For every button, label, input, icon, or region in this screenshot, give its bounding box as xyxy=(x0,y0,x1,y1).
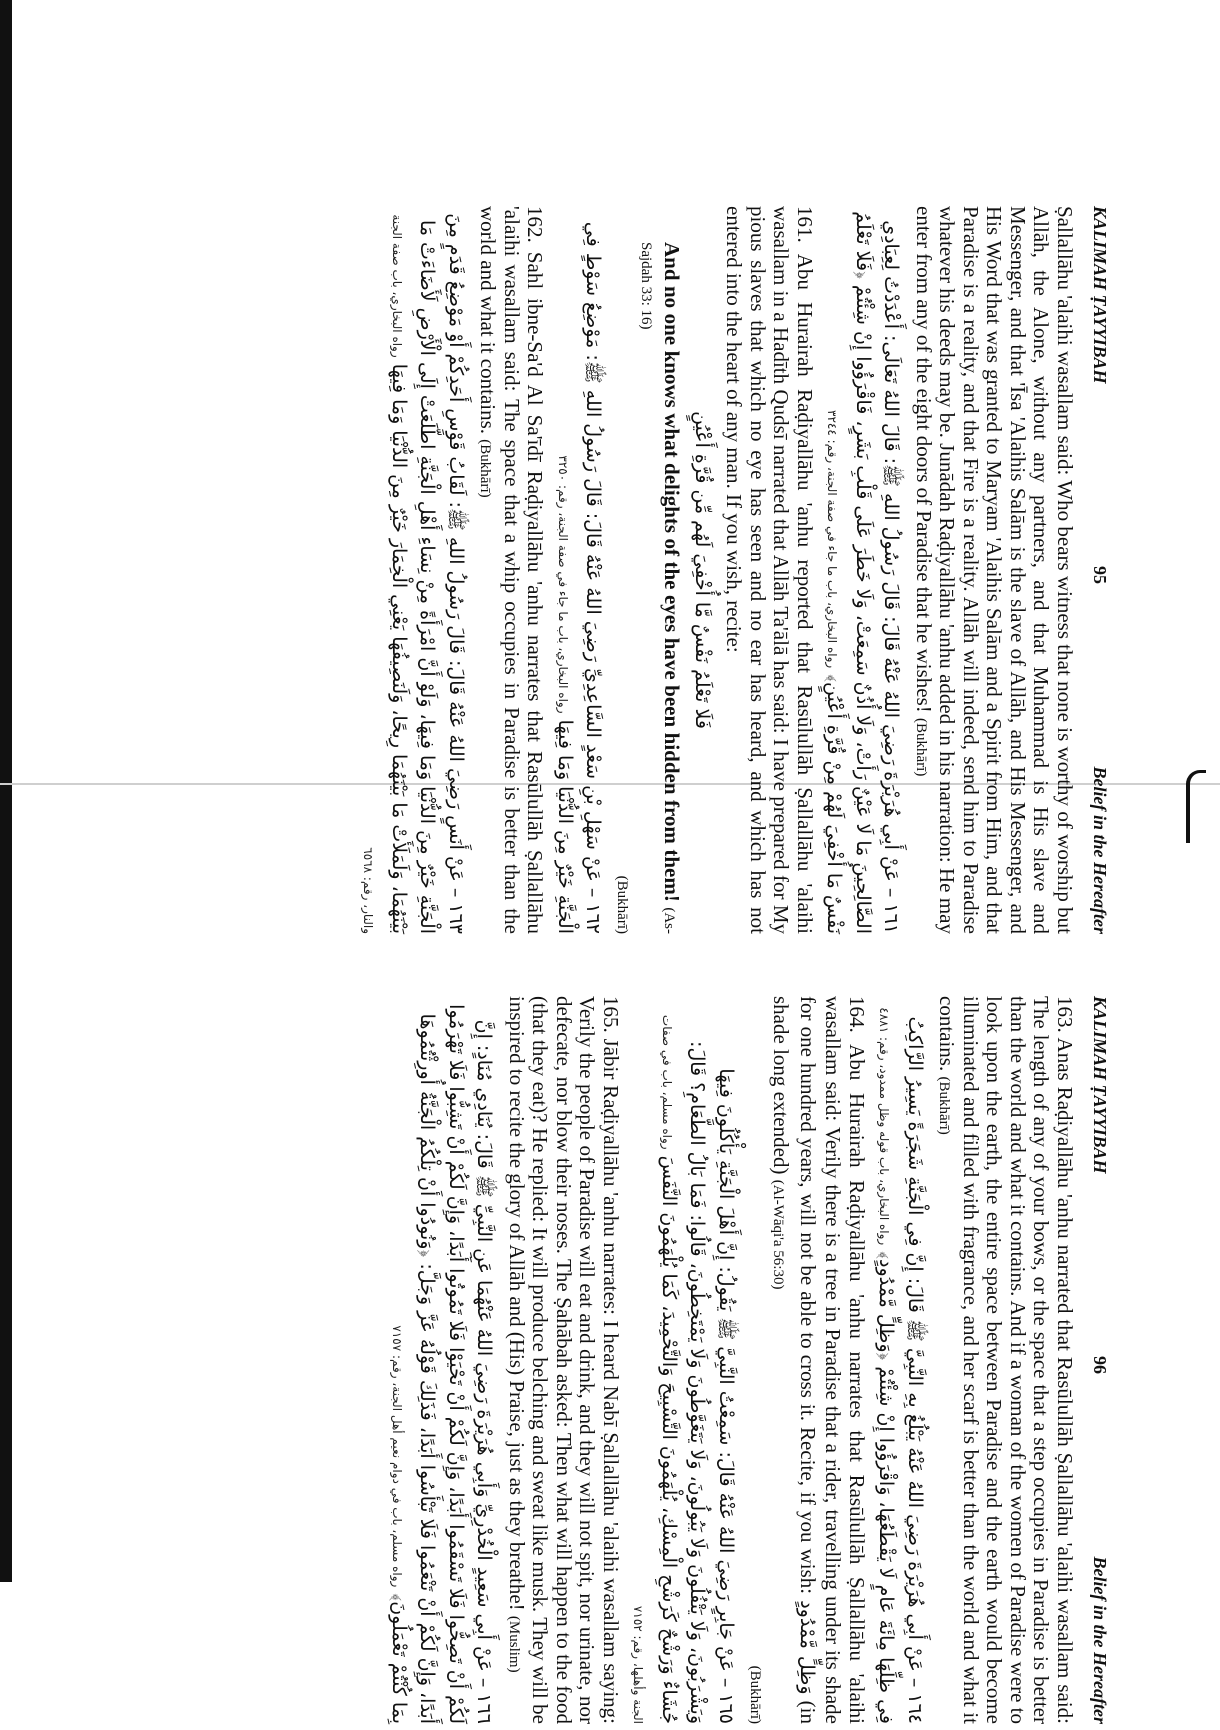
hadith-160-continuation xyxy=(911,206,1076,934)
page-fold-curve xyxy=(1186,770,1206,843)
hadith-162-source: (Bukhārī) xyxy=(477,439,494,498)
hadith-161-quran xyxy=(636,206,683,934)
hadith-161-arabic xyxy=(820,206,906,934)
hadith-164-arabic-source: رواه البخاري، باب قوله وظل ممدود، رقم: ٤٨٨١ xyxy=(877,1007,892,1246)
hadith-165-arabic-source: رواه مسلم، باب في صفات الجنة وأهلها، رقم: ٧١٥٢ xyxy=(631,1014,674,1724)
page-96 xyxy=(30,990,1110,1730)
hadith-165-text: 165. Jābir Raḍiyallāhu 'anhu narrates: I heard Nabī Ṣallallāhu 'alaihi wasallam saying: Verily the people of Paradise will eat and drink, and they will not spit, nor urinate, nor defecate, nor blow their noses. The Ṣahābah asked: Then what will happen to the food (that they eat)? He replied: It will produce belching and sweat like musk. They will be inspired to recite the glory of Allāh and (His) Praise, just as they breathe! xyxy=(504,996,623,1724)
hadith-162-arabic xyxy=(550,206,607,934)
header-chapter-title: Belief in the Hereafter xyxy=(1090,1556,1110,1724)
hadith-165-translation xyxy=(504,996,622,1724)
hadith-166-arabic-source: رواه مسلم، باب في دوام نعيم أهل الجنة، رقم: ٧١٥٧ xyxy=(389,1325,404,1588)
hadith-164-quran-arabic: وَظِلٍّ مَّمْدُودٍ xyxy=(795,1600,818,1695)
hadith-162-arabic-text: ١٦٢ – عَنْ سَهْلِ بْنِ سَعْدٍ السَّاعِدِيِّ رَضِيَ اللهُ عَنْهُ قَالَ: قَالَ رَسُولُ اللهِ ﷺ: مَوْضِعُ سَوْطٍ فِي الْجَنَّةِ خَيْرٌ مِنَ الدُّنْيَا وَمَا فِيهَا xyxy=(553,221,605,934)
hadith-162-arabic-source: رواه البخاري، باب ما جاء في صفة الجنة، رقم: ٣٢٥٠ xyxy=(555,455,570,714)
book-binding-edge xyxy=(0,0,12,1582)
page-95 xyxy=(30,200,1110,940)
hadith-160-text: Ṣallallāhu 'alaihi wasallam said: Who bears witness that none is worthy of worship but Allāh, the Alone, without any partners, and that Muhammad is His slave and Messenger, and that 'Īsa 'Alaihis Salām is the slave of Allāh, and His Messenger, and His Word that was granted to Maryam 'Alaihis Salām and a Spirit from Him, and that Paradise is a reality, and that Fire is a reality. Allāh will indeed, send him to Paradise whatever his deeds may be. Junādah Raḍiyallāhu 'anhu added in his narration: He may enter from any of the eight doors of Paradise that he wishes! xyxy=(911,206,1077,934)
hadith-163-arabic-source: رواه البخاري، باب صفة الجنة والنار، رقم: ٦٥٦٨ xyxy=(361,214,404,934)
running-head xyxy=(1090,206,1110,934)
hadith-162-translation xyxy=(476,206,547,934)
hadith-161-translation: 161. Abu Hurairah Raḍiyallāhu 'anhu reported that Rasūlullāh Ṣallallāhu 'alaihi wasallam in a Hadīth Qudsī narrated that Allāh Ta'ālā has said: I have prepared for My pious slaves that which no eye has seen and no ear has heard, and which has not entered into the heart of any man. If you wish, recite: xyxy=(722,206,817,934)
header-book-title: KALIMAH ṬAYYIBAH xyxy=(1090,206,1110,384)
hadith-164-arabic xyxy=(872,996,929,1724)
hadith-163-text: 163. Anas Raḍiyallāhu 'anhu narrated that Rasūlullāh Ṣallallāhu 'alaihi wasallam said: The length of any of your bows, or the space that a step occupies in Paradise is better than the world and what it contains. And if a woman of the women of Paradise were to look upon the earth, the entire space between Paradise and the earth would become illuminated and filled with fragrance, and her scarf is better than the world and what it contains. xyxy=(935,996,1077,1724)
hadith-163-translation xyxy=(935,996,1076,1724)
hadith-163-arabic xyxy=(356,206,470,934)
hadith-165-arabic xyxy=(626,996,740,1724)
hadith-164-translation xyxy=(769,996,868,1724)
hadith-161-arabic-text: ١٦١ – عَنْ أَبِي هُرَيْرَةَ رَضِيَ اللهُ عَنْهُ قَالَ: قَالَ رَسُولُ اللهِ ﷺ: قَالَ اللهُ تَعَالَى: أَعْدَدْتُ لِعِبَادِي الصَّالِحِينَ مَا لَا عَيْنٌ رَأَتْ، وَلَا أُذُنٌ سَمِعَتْ، وَلَا خَطَرَ عَلَى قَلْبِ بَشَرٍ، فَاقْرَؤُوا إِنْ شِئْتُمْ ﴿فَلَا تَعْلَمُ نَفْسٌ مَا أُخْفِيَ لَهُمْ مِنْ قُرَّةِ أَعْيُنٍ﴾ xyxy=(823,211,903,934)
page-number: 95 xyxy=(1090,566,1110,585)
hadith-162-text: 162. Sahl ibne-Sa'd Al Sa'īdī Raḍiyallāhu 'anhu narrates that Rasūlullāh Ṣallallāhu 'alaihi wasallam said: The space that a whip occupies in Paradise is better than the world and what it contains. xyxy=(476,206,548,934)
hadith-164-source: (Bukhārī) xyxy=(746,1665,763,1724)
hadith-161-arabic-source: رواه البخاري، باب ما جاء في صفة الجنة، رقم: ٣٢٤٤ xyxy=(825,410,840,669)
hadith-164-text: 164. Abu Hurairah Raḍiyallāhu 'anhu narrates that Rasūlullāh Ṣallallāhu 'alaihi wasallam said: Verily there is a tree in Paradise that a rider, travelling under its shade for one hundred years, will not be able to cross it. Recite, if you wish: xyxy=(795,996,869,1724)
hadith-164-quran-ref: (Al-Wāqi'a 56:30) xyxy=(770,1179,787,1290)
hadith-163-source: (Bukhārī) xyxy=(936,1076,953,1135)
header-chapter-title: Belief in the Hereafter xyxy=(1090,766,1110,934)
hadith-161-quran-ref: (As-Sajdah 33: 16) xyxy=(637,242,678,934)
page-number: 96 xyxy=(1090,1356,1110,1375)
hadith-166-arabic xyxy=(384,996,498,1724)
hadith-161-quran-translation: And no one knows what delights of the eyes have been hidden from them! xyxy=(660,242,685,902)
header-book-title: KALIMAH ṬAYYIBAH xyxy=(1090,996,1110,1174)
hadith-161-source: (Bukhārī) xyxy=(614,875,631,934)
hadith-163-arabic-text: ١٦٣ – عَنْ أَنَسٍ رَضِيَ اللهُ عَنْهُ قَالَ: قَالَ رَسُولُ اللهِ ﷺ: لَقَابُ قَوْسِ أَحَدِكُمْ أَوْ مَوْضِعُ قَدَمٍ مِنَ الْجَنَّةِ خَيْرٌ مِنَ الدُّنْيَا وَمَا فِيهَا، وَلَوْ أَنَّ امْرَأَةً مِنْ نِسَاءِ أَهْلِ الْجَنَّةِ اطَّلَعَتْ إِلَى الْأَرْضِ لَأَضَاءَتْ مَا بَيْنَهُمَا، وَلَمَلَأَتْ مَا بَيْنَهُمَا رِيحًا، وَلَنَصِيفُهَا يَعْنِي الْخِمَارَ خَيْرٌ مِنَ الدُّنْيَا وَمَا فِيهَا xyxy=(387,213,467,934)
hadith-164-quran-translation: (in shade long extended) xyxy=(769,996,820,1724)
hadith-160-source: (Bukhārī) xyxy=(912,718,929,777)
hadith-161-quran-arabic: فَلَا تَعْلَمُ نَفْسٌ مَّا أُخْفِيَ لَهُم مِّن قُرَّةِ أَعْيُنٍ xyxy=(690,411,713,729)
hadith-165-source: (Muslim) xyxy=(505,1615,522,1673)
running-head xyxy=(1090,996,1110,1724)
hadith-166-arabic-text: ١٦٦ – عَنْ أَبِي سَعِيدٍ الْخُدْرِيِّ وَأَبِي هُرَيْرَةَ رَضِيَ اللهُ عَنْهُمَا عَنِ النَّبِيِّ ﷺ قَالَ: يُنَادِي مُنَادٍ: إِنَّ لَكُمْ أَنْ تَصِحُّوا فَلَا تَسْقَمُوا أَبَدًا، وَإِنَّ لَكُمْ أَنْ تَحْيَوْا فَلَا تَمُوتُوا أَبَدًا، وَإِنَّ لَكُمْ أَنْ تَشِبُّوا فَلَا تَهْرَمُوا أَبَدًا، وَإِنَّ لَكُمْ أَنْ تَنْعَمُوا فَلَا تَبْأَسُوا أَبَدًا، فَذَلِكَ قَوْلُهُ عَزَّ وَجَلَّ: ﴿وَنُودُوا أَنْ تِلْكُمُ الْجَنَّةُ أُورِثْتُمُوهَا بِمَا كُنْتُمْ تَعْمَلُونَ﴾ xyxy=(387,1004,496,1724)
hadith-165-arabic-text: ١٦٥ – عَنْ جَابِرٍ رَضِيَ اللهُ عَنْهُ قَالَ: سَمِعْتُ النَّبِيَّ ﷺ يَقُولُ: إِنَّ أَهْلَ الْجَنَّةِ يَأْكُلُونَ فِيهَا وَيَشْرَبُونَ، وَلَا يَتْفُلُونَ وَلَا يَبُولُونَ، وَلَا يَتَغَوَّطُونَ وَلَا يَمْتَخِطُونَ، قَالُوا: فَمَا بَالُ الطَّعَامِ؟ قَالَ: جُشَاءٌ وَرَشْحٌ كَرَشْحِ الْمِسْكِ، يُلْهَمُونَ التَّسْبِيحَ وَالتَّحْمِيدَ، كَمَا يُلْهَمُونَ النَّفَسَ xyxy=(657,1041,737,1724)
hadith-164-arabic-text: ١٦٤ – عَنْ أَبِي هُرَيْرَةَ رَضِيَ اللهُ عَنْهُ يَبْلُغُ بِهِ النَّبِيَّ ﷺ قَالَ: إِنَّ فِي الْجَنَّةِ شَجَرَةً يَسِيرُ الرَّاكِبُ فِي ظِلِّهَا مِائَةَ عَامٍ لَا يَقْطَعُهَا، وَاقْرَؤُوا إِنْ شِئْتُمْ ﴿وَظِلٍّ مَّمْدُودٍ﴾ xyxy=(875,1016,926,1724)
